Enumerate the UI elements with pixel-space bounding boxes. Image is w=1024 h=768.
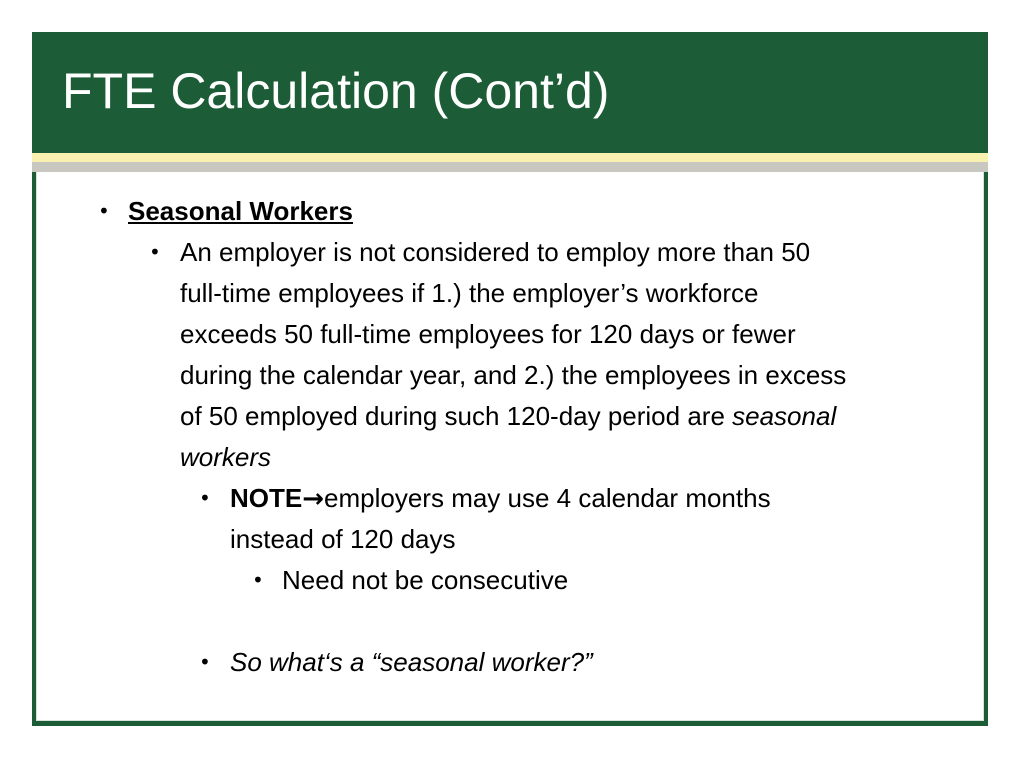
sub-note-consecutive: Need not be consecutive	[282, 565, 569, 595]
paragraph-line-3: exceeds 50 full-time employees for 120 days or fewer	[180, 319, 796, 349]
question-seasonal-worker: So what‘s a “seasonal worker?”	[230, 647, 593, 677]
heading-text: Seasonal Workers	[128, 196, 353, 226]
arrow-right-icon: →	[302, 484, 325, 514]
note-text-1: employers may use 4 calendar months	[324, 483, 771, 513]
bullet-dot-icon: •	[252, 568, 264, 592]
paragraph-line-1: An employer is not considered to employ more than 50	[180, 237, 811, 267]
bullet-dot-icon: •	[149, 240, 161, 264]
bullet-dot-icon: •	[98, 199, 110, 223]
paragraph-line-2: full-time employees if 1.) the employer’s workforce	[180, 278, 759, 308]
note-label: NOTE	[230, 483, 303, 513]
workers-italic: workers	[180, 442, 272, 472]
seasonal-italic: seasonal	[732, 401, 837, 431]
slide-title: FTE Calculation (Cont’d)	[62, 63, 610, 119]
note-line-2: instead of 120 days	[230, 524, 456, 554]
bullet-dot-icon: •	[199, 650, 211, 674]
accent-stripe-gray	[32, 162, 988, 172]
paragraph-line-4: during the calendar year, and 2.) the employees in excess	[180, 360, 847, 390]
accent-stripe-yellow	[32, 153, 988, 162]
bullet-dot-icon: •	[199, 486, 211, 510]
content-area	[36, 172, 984, 721]
paragraph-line-5-text: of 50 employed during such 120-day period are	[180, 401, 733, 431]
